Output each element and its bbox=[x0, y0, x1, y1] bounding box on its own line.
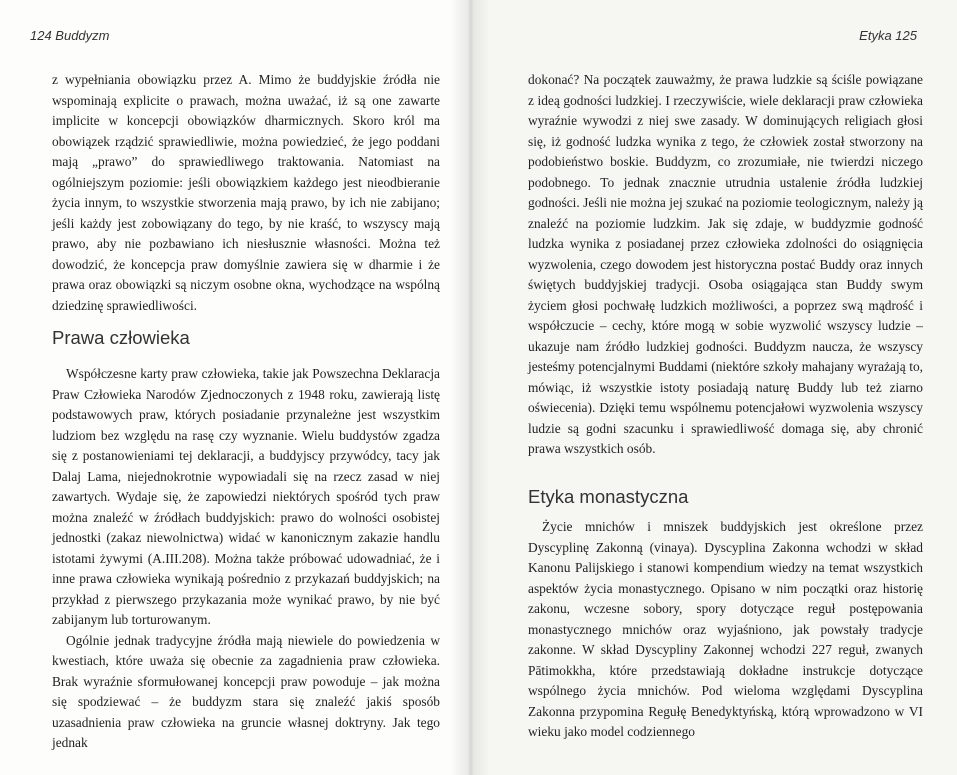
book-gutter-shadow bbox=[450, 0, 490, 775]
section-heading-human-rights: Prawa człowieka bbox=[52, 327, 190, 348]
right-page bbox=[470, 0, 957, 775]
left-paragraph-3: Ogólnie jednak tradycyjne źródła mają niewiele do powiedzenia w kwestiach, które uważa się obecnie za zagadnienia praw człowieka. Brak wyraźnie sformułowanej koncepcji praw powoduje – jak można się spodziewać – że buddyzm stara się znaleźć jakiś sposób uzasadnienia praw człowieka na gruncie własnej doktryny. Jak tego jednak bbox=[52, 632, 440, 750]
left-running-head: 124 Buddyzm bbox=[30, 28, 110, 43]
right-paragraph-1: dokonać? Na początek zauważmy, że prawa ludzkie są ściśle powiązane z ideą godności ludzkiej. I rzeczywiście, wiele deklaracji praw człowieka wyraźnie wywodzi z niej swe zasady. W dominujących religiach głosi się, iż godność ludzka wynika z tego, że człowiek został stworzony na podobieństwo boskie. Buddyzm, co zrozumiałe, nie twierdzi niczego podobnego. To jednak znacznie utrudnia ustalenie źródła ludzkiej godności. Jeśli nie można jej szukać na poziomie teologicznym, należy ją znaleźć na poziomie ludzkim. Jak się zdaje, w buddyzmie godność ludzka wynika z posiadanej przez człowieka zdolności do osiągnięcia wyzwolenia, czego dowodem jest historyczna postać Buddy oraz innych świętych buddyjskiej tradycji. Osoba osiągająca stan Buddy swym życiem głosi pochwałę ludzkich możliwości, a poprzez swą mądrość i współczucie – cechy, które mogą w sobie wyzwolić wszyscy ludzie – ukazuje nam źródło ludzkiej godności. Buddyzm naucza, że wszyscy jesteśmy potencjalnymi Buddami (niektóre szkoły mahajany wyrażają to, mówiąc, iż wszystkie istoty posiadają naturę Buddy lub też ziarno oświecenia). Dzięki temu wspólnemu potencjałowi wyzwolenia wszyscy ludzie są godni szacunku i sprawiedliwość domaga się, aby chronić prawa wszystkich osób. bbox=[528, 72, 923, 456]
right-text-block-2 bbox=[528, 517, 923, 743]
left-page bbox=[0, 0, 470, 775]
left-paragraph-1: z wypełniania obowiązku przez A. Mimo że buddyjskie źródła nie wspominają explicite o prawach, można uważać, iż są one zawarte implicite w koncepcji obowiązków dharmicznych. Skoro król ma obowiązek rządzić sprawiedliwie, można powiedzieć, że jego poddani mają „prawo” do sprawiedliwego traktowania. Natomiast na ogólniejszym poziomie: jeśli obowiązkiem każdego jest nieodbieranie życia innym, to wszystkie stworzenia mają prawo, by ich nie zabijano; jeśli każdy jest zobowiązany do tego, by nie kraść, to wszyscy mają prawo, aby nie pozbawiano ich niesłusznie własności. Można też dowodzić, że koncepcja praw domyślnie zawiera się w dharmie i że prawa oraz obowiązki są niczym osobne okna, wychodzące na wspólną dziedzinę sprawiedliwości. bbox=[52, 72, 440, 313]
left-text-block-2 bbox=[52, 364, 440, 754]
right-running-head: Etyka 125 bbox=[859, 28, 917, 43]
left-paragraph-2: Współczesne karty praw człowieka, takie jak Powszechna Deklaracja Praw Człowieka Narodów Zjednoczonych z 1948 roku, zawierają listę podstawowych praw, których posiadanie przynależne jest wszystkim ludziom bez względu na rasę czy wyznanie. Wielu buddystów zgadza się z postanowieniami tej deklaracji, a buddyjscy przywódcy, tacy jak Dalaj Lama, niejednokrotnie wypowiadali się na rzecz zasad w niej zawartych. Wydaje się, że zapowiedzi niektórych spośród tych praw można znaleźć w źródłach buddyjskich: prawo do wolności osobistej jednostki (zakaz niewolnictwa) widać w kanonicznym zakazie handlu istotami żywymi (A.III.208). Można także próbować udowadniać, że i inne prawa człowieka wynikają pośrednio z przykazań buddyjskich; na przykład z pierwszego przykazania może wynikać prawo, by nie być zabijanym lub torturowanym. bbox=[52, 366, 440, 627]
left-text-block-1 bbox=[52, 70, 440, 316]
right-paragraph-2: Życie mnichów i mniszek buddyjskich jest określone przez Dyscyplinę Zakonną (vinaya). Dyscyplina Zakonna wchodzi w skład Kanonu Palijskiego i stanowi kompendium wiedzy na temat wszystkich aspektów życia monastycznego. Opisano w nim początki oraz historię zakonu, wczesne sobory, spory dotyczące reguł postępowania monastycznego mnichów oraz wyjaśniono, jak powstały tradycje zakonne. W skład Dyscypliny Zakonnej wchodzi 227 reguł, zwanych Pātimokkha, które przedstawiają dokładne instrukcje dotyczące wspólnego życia mnichów. Pod wieloma względami Dyscyplina Zakonna przypomina Regułę Benedyktyńską, którą wprowadzono w VI wieku jako model codziennego bbox=[528, 519, 923, 739]
section-heading-monastic-ethics: Etyka monastyczna bbox=[528, 486, 689, 507]
right-text-block-1 bbox=[528, 70, 923, 460]
